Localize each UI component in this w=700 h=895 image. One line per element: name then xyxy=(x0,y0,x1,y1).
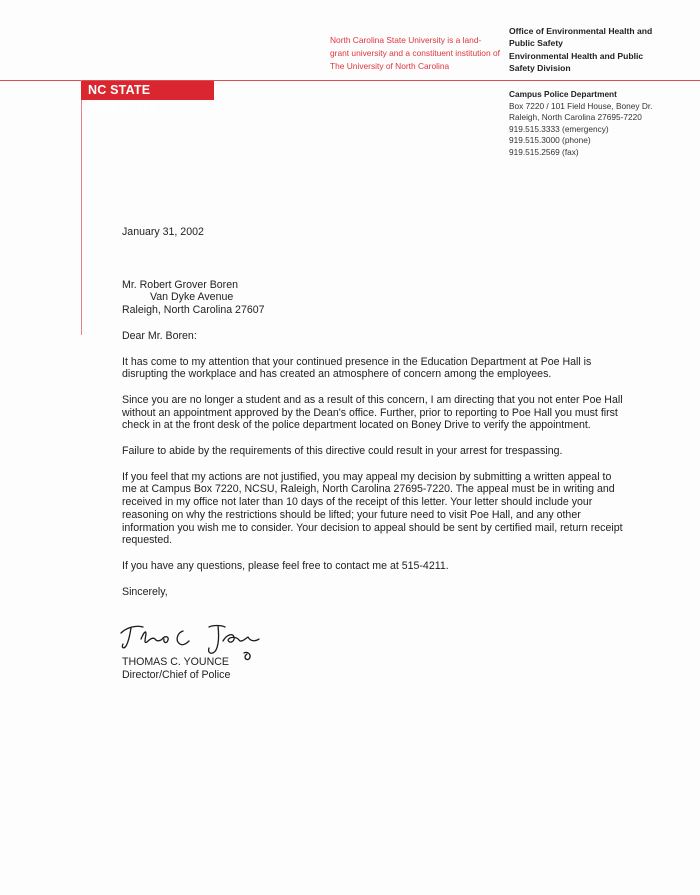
recipient-city: Raleigh, North Carolina 27607 xyxy=(122,304,265,317)
office-line: Environmental Health and Public xyxy=(509,50,644,61)
recipient-street: Van Dyke Avenue xyxy=(150,291,234,304)
recipient-address xyxy=(122,279,627,317)
salutation: Dear Mr. Boren: xyxy=(122,329,197,342)
department-block xyxy=(509,89,689,158)
office-line: Safety Division xyxy=(509,63,571,74)
body-paragraph: It has come to my attention that your continued presence in the Education Department at Poe Hall is disrupting the workplace and has created an atmosphere of concern among the employees. xyxy=(122,355,592,381)
recipient-name: Mr. Robert Grover Boren xyxy=(122,278,238,291)
office-line: Office of Environmental Health and xyxy=(509,26,653,36)
signer-name: THOMAS C. YOUNCE xyxy=(122,656,229,668)
body-paragraph: Failure to abide by the requirements of this directive could result in your arrest for trespassing. xyxy=(122,445,563,458)
body-paragraph: Since you are no longer a student and as a result of this concern, I am directing that you not enter Poe Hall without an appointment approved by the Dean's office. Further, prior to reporting to Poe Hall you must first check in at the front desk of the police department located on Boney Drive to verify the appointment. xyxy=(122,393,623,432)
logo-wordmark-bold: NC STATE xyxy=(88,83,151,97)
body-paragraph: If you feel that my actions are not justified, you may appeal my decision by submitting a written appeal to me at Campus Box 7220, NCSU, Raleigh, North Carolina 27695-7220. The appeal must be in writing and received in my office not later than 10 days of the receipt of this letter. Your letter should include your reasoning on why the restrictions should be lifted; your future need to visit Poe Hall, and any other information you wish me to consider. Your decision to appeal should be sent by certified mail, return receipt requested. xyxy=(122,470,623,547)
handwritten-signature xyxy=(117,617,267,661)
closing: Sincerely, xyxy=(122,585,168,598)
department-name: Campus Police Department xyxy=(509,89,617,99)
department-address-line: Raleigh, North Carolina 27695-7220 xyxy=(509,112,642,122)
logo-wordmark-light: UNIVERSITY xyxy=(81,102,159,116)
letter-date: January 31, 2002 xyxy=(122,226,204,238)
nc-state-logo xyxy=(81,81,214,116)
letter-body xyxy=(122,226,627,598)
department-phone-line: 919.515.3000 (phone) xyxy=(509,135,591,145)
office-line: Public Safety xyxy=(509,38,563,49)
department-phone-line: 919.515.3333 (emergency) xyxy=(509,123,609,134)
signature-block xyxy=(122,656,230,681)
signer-title: Director/Chief of Police xyxy=(122,668,231,681)
office-name xyxy=(509,25,689,75)
body-paragraph: If you have any questions, please feel free to contact me at 515-4211. xyxy=(122,559,449,572)
department-fax-line: 919.515.2569 (fax) xyxy=(509,146,579,157)
university-tagline: North Carolina State University is a land-grant university and a constituent institution of The University of North Carolina xyxy=(330,35,500,71)
department-address-line: Box 7220 / 101 Field House, Boney Dr. xyxy=(509,100,653,111)
